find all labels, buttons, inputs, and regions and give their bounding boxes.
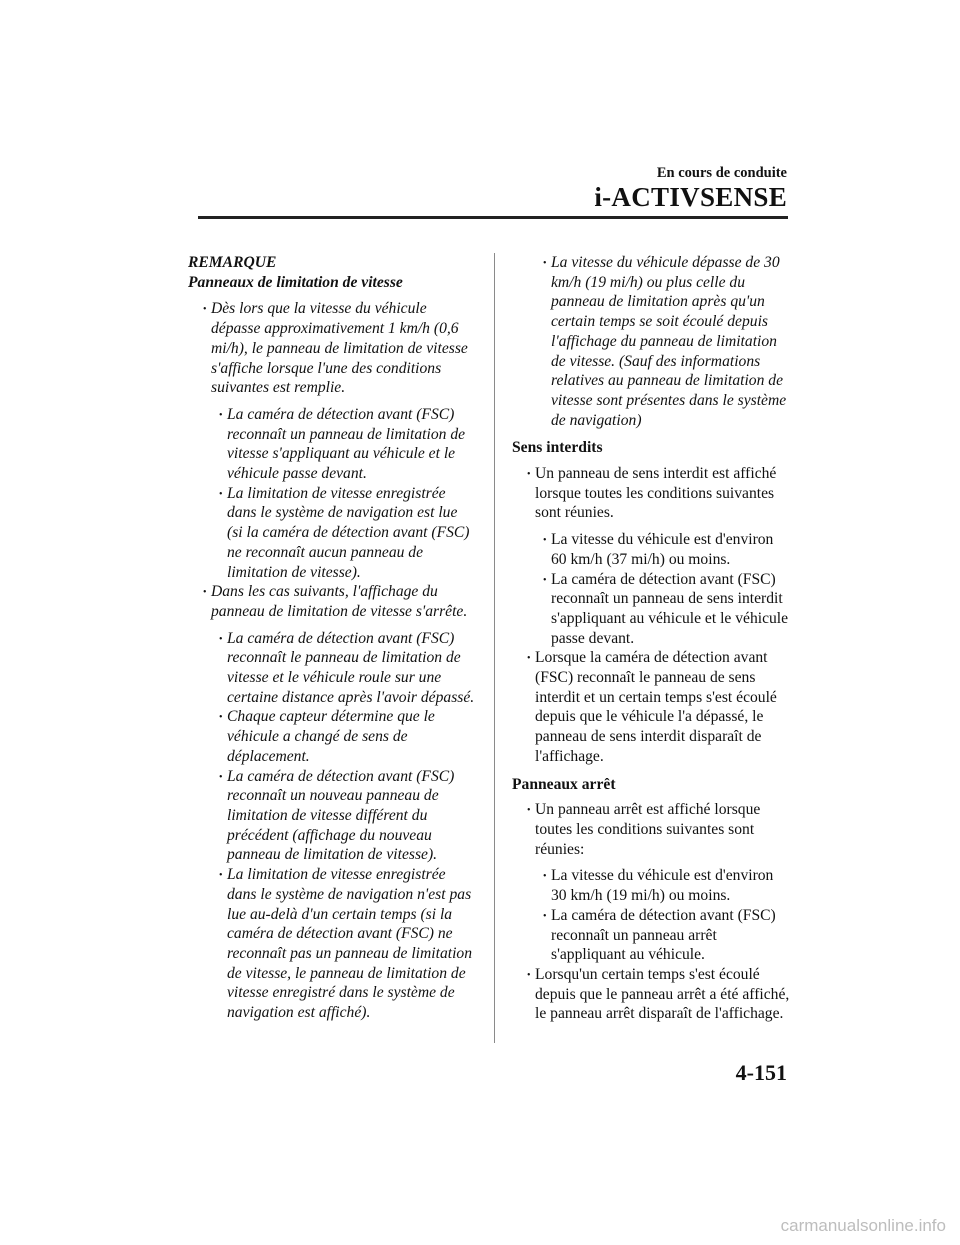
column-divider xyxy=(494,253,495,1043)
sub-bullet-item: • La caméra de détection avant (FSC) reconnaît un panneau de sens interdit s'appliquant au véhicule et le véhicule passe devant. xyxy=(512,570,790,649)
bullet-item: • Dès lors que la vitesse du véhicule dépasse approximativement 1 km/h (0,6 mi/h), le panneau de limitation de vitesse s'affiche lorsque l'une des conditions suivantes est remplie. xyxy=(188,299,476,398)
page-number: 4-151 xyxy=(735,1060,787,1085)
sub-bullet-item: • La caméra de détection avant (FSC) reconnaît un nouveau panneau de limitation de vitesse différent du précédent (affichage du nouveau panneau de limitation de vitesse). xyxy=(188,767,476,866)
section-title: En cours de conduite xyxy=(656,165,787,181)
sub-bullet-item: • La caméra de détection avant (FSC) reconnaît un panneau de limitation de vitesse s'appliquant au véhicule et le véhicule passe devant. xyxy=(188,405,476,484)
subsection-title-panneaux-arret: Panneaux arrêt xyxy=(512,775,616,793)
bullet-item: • Lorsque la caméra de détection avant (FSC) reconnaît le panneau de sens interdit et un certain temps s'est écoulé depuis que le véhicule l'a dépassé, le panneau de sens interdit disparaît de l'affichage. xyxy=(512,648,790,766)
header-divider xyxy=(198,216,788,219)
sub-bullet-item: • La caméra de détection avant (FSC) reconnaît un panneau arrêt s'appliquant au véhicule. xyxy=(512,906,790,965)
chapter-title: i-ACTIVSENSE xyxy=(594,182,787,212)
bullet-item: • Un panneau de sens interdit est affiché lorsque toutes les conditions suivantes sont réunies. xyxy=(512,464,790,523)
note-label: REMARQUE xyxy=(188,254,277,271)
bullet-item: • Dans les cas suivants, l'affichage du panneau de limitation de vitesse s'arrête. xyxy=(188,582,476,621)
bullet-item: • Un panneau arrêt est affiché lorsque toutes les conditions suivantes sont réunies: xyxy=(512,800,790,859)
right-column xyxy=(512,253,790,1024)
watermark: carmanualsonline.info xyxy=(780,1216,946,1235)
note-subtitle: Panneaux de limitation de vitesse xyxy=(188,273,403,291)
sub-bullet-item: • Chaque capteur détermine que le véhicule a changé de sens de déplacement. xyxy=(188,707,476,766)
sub-bullet-item: • La limitation de vitesse enregistrée dans le système de navigation n'est pas lue au-delà d'un certain temps (si la caméra de détection avant (FSC) ne reconnaît pas un panneau de limitation de vitesse, le panneau de limitation de vitesse enregistré dans le système de navigation est affiché). xyxy=(188,865,476,1023)
sub-bullet-item: • La vitesse du véhicule dépasse de 30 km/h (19 mi/h) ou plus celle du panneau de limitation après qu'un certain temps se soit écoulé depuis l'affichage du panneau de limitation de vitesse. (Sauf des informations relatives au panneau de limitation de vitesse sont présentes dans le système de navigation) xyxy=(512,253,790,430)
left-column xyxy=(188,253,476,1023)
sub-bullet-item: • La vitesse du véhicule est d'environ 30 km/h (19 mi/h) ou moins. xyxy=(512,866,790,905)
sub-bullet-item: • La caméra de détection avant (FSC) reconnaît le panneau de limitation de vitesse et le véhicule roule sur une certaine distance après l'avoir dépassé. xyxy=(188,629,476,708)
sub-bullet-item: • La vitesse du véhicule est d'environ 60 km/h (37 mi/h) ou moins. xyxy=(512,530,790,569)
bullet-item: • Lorsqu'un certain temps s'est écoulé depuis que le panneau arrêt a été affiché, le panneau arrêt disparaît de l'affichage. xyxy=(512,965,790,1024)
subsection-title-sens-interdits: Sens interdits xyxy=(512,439,603,457)
sub-bullet-item: • La limitation de vitesse enregistrée dans le système de navigation est lue (si la caméra de détection avant (FSC) ne reconnaît aucun panneau de limitation de vitesse). xyxy=(188,484,476,583)
